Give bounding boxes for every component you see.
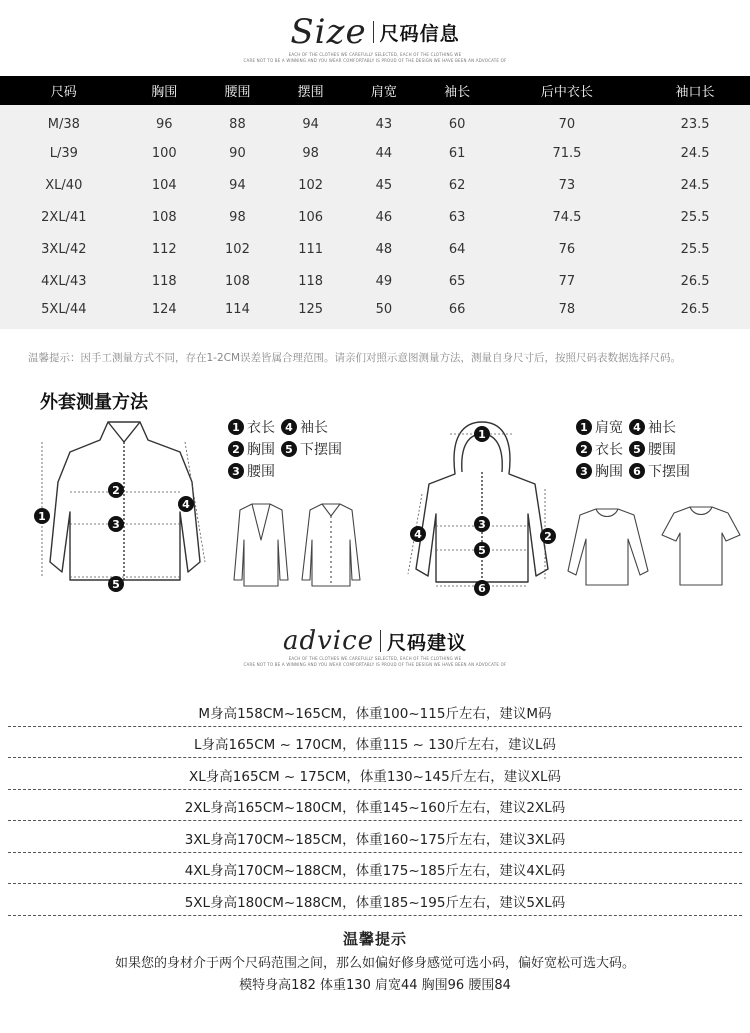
table-cell: 25.5 [680,241,710,257]
table-cell: 2XL/41 [41,209,87,225]
table-cell: 49 [375,273,393,289]
legend-number-badge: 5 [281,441,297,457]
table-cell: 24.5 [680,145,710,161]
table-cell: 111 [298,241,324,257]
table-cell: 24.5 [680,177,710,193]
table-cell: 26.5 [680,301,710,317]
advice-script-title: advice [282,626,375,656]
size-script-title: Size [290,12,367,52]
header-cell: 胸围 [151,85,178,100]
header-cell: 肩宽 [370,85,397,100]
legend-item [576,438,623,460]
marker-number: 4 [182,498,190,511]
legend-label: 袖长 [648,420,676,436]
advice-text: 3XL身高170CM~185CM，体重160~175斤左右，建议3XL码 [184,831,566,848]
advice-text: 4XL身高170CM~188CM，体重175~185斤左右，建议4XL码 [184,863,566,879]
marker-number: 6 [478,582,486,595]
table-cell: 106 [298,209,324,225]
table-cell: 102 [225,241,250,257]
legend-label: 胸围 [247,442,275,458]
advice-row [0,790,750,822]
table-cell: 98 [302,145,319,161]
table-cell: 5XL/44 [41,301,87,317]
table-cell: 65 [448,273,466,289]
table-cell: 23.5 [680,116,710,132]
header-cell: 袖长 [444,85,471,100]
title-divider [380,630,381,652]
table-cell: 102 [298,177,324,193]
table-cell: 118 [298,273,324,289]
legend-item [228,438,275,460]
legend-number-badge: 4 [629,419,645,435]
header-cell: 后中衣长 [540,85,593,100]
legend-item [629,438,676,460]
table-cell: 64 [448,241,466,257]
marker-number: 1 [478,428,486,441]
legend-item [629,460,690,482]
tshirt-icon [662,507,740,585]
size-advice-list [0,695,750,916]
table-cell: 43 [375,116,393,132]
table-cell: 4XL/43 [41,273,87,289]
legend-number-badge: 4 [281,419,297,435]
legend-label: 肩宽 [595,420,623,436]
table-cell: 98 [229,209,246,225]
table-cell: 78 [558,301,576,317]
legend-label: 腰围 [648,442,676,458]
table-cell: 44 [375,145,393,161]
table-cell: 61 [448,145,466,161]
marker-number: 1 [38,510,46,523]
table-cell: 108 [151,209,177,225]
table-cell: 3XL/42 [41,241,87,257]
legend-label: 腰围 [247,464,275,480]
marker-number: 3 [478,518,486,531]
table-cell: 88 [229,116,246,132]
blazer-icon [234,504,288,586]
dashed-divider [8,726,742,727]
model-measurements: 模特身高182 体重130 肩宽44 胸围96 腰围84 [239,978,511,993]
marker-number: 4 [414,528,422,541]
table-body [0,105,750,329]
marker-number: 2 [544,530,552,543]
marker-number: 2 [112,484,120,497]
table-cell: 71.5 [552,145,582,161]
table-cell: 104 [151,177,177,193]
table-cell: XL/40 [45,177,83,193]
table-cell: 94 [229,177,246,193]
table-row [0,201,750,233]
header-cell: 腰围 [224,85,251,100]
table-row [0,265,750,297]
header-cell: 尺码 [50,85,77,100]
table-cell: 74.5 [552,209,582,225]
table-cell: 124 [151,301,177,317]
table-cell: 66 [448,301,466,317]
table-cell: 70 [558,116,576,132]
fine-print-line: CARE NOT TO BE A WINNING AND YOU WEAR COMFORTABLY IS PROUD OF THE DESIGN WE HAVE BEEN AN ADVOCATE OF [243,662,507,667]
hoodie-legend [576,416,716,482]
table-cell: 62 [448,177,466,193]
legend-number-badge: 5 [629,441,645,457]
jacket-body-outline [50,422,200,580]
table-cell: M/38 [47,116,80,132]
table-row [0,105,750,137]
table-cell: 114 [225,301,250,317]
table-cell: 96 [155,116,173,132]
table-row [0,297,750,329]
table-cell: 90 [229,145,246,161]
table-cell: 112 [151,241,177,257]
advice-text: 5XL身高180CM~188CM，体重185~195斤左右，建议5XL码 [184,894,566,911]
legend-number-badge: 1 [576,419,592,435]
size-chart-table [0,76,750,329]
warm-tip-title: 温馨提示 [342,930,407,948]
dashed-divider [8,789,742,790]
advice-row [0,695,750,727]
legend-label: 衣长 [247,420,275,436]
legend-item [281,416,328,438]
table-row [0,169,750,201]
table-cell: 100 [151,145,177,161]
advice-section-header [0,626,750,668]
size-advice-title: 尺码建议 [387,631,468,654]
table-cell: 48 [375,241,393,257]
marker-number: 3 [112,518,120,531]
marker-number: 5 [478,544,486,557]
size-info-title: 尺码信息 [379,22,460,45]
table-row [0,233,750,265]
table-cell: 76 [558,241,576,257]
table-cell: 94 [302,116,319,132]
dashed-divider [8,883,742,884]
fine-print-line: CARE NOT TO BE A WINNING AND YOU WEAR COMFORTABLY IS PROUD OF THE DESIGN WE HAVE BEEN AN ADVOCATE OF [243,58,507,63]
legend-label: 下摆围 [300,442,342,458]
table-cell: 26.5 [680,273,710,289]
hoodie-diagram [400,414,570,599]
table-row [0,137,750,169]
header-cell: 摆围 [297,85,324,100]
legend-item [228,416,275,438]
legend-item [228,460,275,482]
measure-method-title: 外套测量方法 [40,392,148,413]
table-cell: 60 [448,116,466,132]
table-cell: 73 [558,177,576,193]
size-section-header [0,12,750,64]
table-cell: 25.5 [680,209,710,225]
table-cell: 45 [375,177,393,193]
header-cell: 袖口长 [675,85,715,100]
advice-text: XL身高165CM ~ 175CM，体重130~145斤左右，建议XL码 [189,768,561,785]
blazer-shirt-icons [222,500,372,590]
fine-print-line: EACH OF THE CLOTHES WE CAREFULLY SELECTED, EACH OF THE CLOTHING WE [288,52,462,57]
sweater-icon [568,509,648,585]
table-header-row [0,76,750,105]
table-cell: 108 [225,273,250,289]
legend-number-badge: 1 [228,419,244,435]
warm-tip-text: 如果您的身材介于两个尺码范围之间，那么如偏好修身感觉可选小码，偏好宽松可选大码。 [114,956,635,971]
table-cell: 63 [448,209,466,225]
jacket-diagram [30,412,230,597]
legend-number-badge: 3 [576,463,592,479]
legend-item [629,416,676,438]
advice-row [0,853,750,885]
advice-row [0,884,750,916]
legend-label: 下摆围 [648,464,690,480]
advice-row [0,821,750,853]
legend-label: 衣长 [595,442,623,458]
marker-number: 5 [112,578,120,591]
legend-number-badge: 3 [228,463,244,479]
sweater-tee-icons [566,505,742,590]
legend-item [281,438,342,460]
advice-row [0,758,750,790]
fine-print-line: EACH OF THE CLOTHES WE CAREFULLY SELECTED, EACH OF THE CLOTHING WE [288,656,462,661]
legend-number-badge: 2 [576,441,592,457]
advice-text: M身高158CM~165CM，体重100~115斤左右，建议M码 [198,705,552,722]
dashed-divider [8,820,742,821]
advice-row [0,727,750,759]
legend-item [576,416,623,438]
table-cell: 77 [558,273,576,289]
measurement-tip: 温馨提示：因手工测量方式不同，存在1-2CM误差皆属合理范围。请亲们对照示意图测量方法，测量自身尺寸后，按照尺码表数据选择尺码。 [28,352,682,364]
legend-number-badge: 2 [228,441,244,457]
legend-label: 胸围 [595,464,623,480]
table-cell: 118 [151,273,177,289]
legend-item [576,460,623,482]
legend-number-badge: 6 [629,463,645,479]
advice-text: 2XL身高165CM~180CM，体重145~160斤左右，建议2XL码 [184,800,566,816]
table-cell: 125 [298,301,324,317]
jacket-legend [228,416,368,482]
legend-label: 袖长 [300,420,328,436]
advice-text: L身高165CM ~ 170CM，体重115 ~ 130斤左右，建议L码 [193,737,557,753]
table-cell: 50 [375,301,393,317]
table-cell: L/39 [49,145,78,161]
dashed-divider [8,915,742,916]
dashed-divider [8,757,742,758]
table-cell: 46 [375,209,393,225]
dashed-divider [8,852,742,853]
title-divider [373,21,374,43]
